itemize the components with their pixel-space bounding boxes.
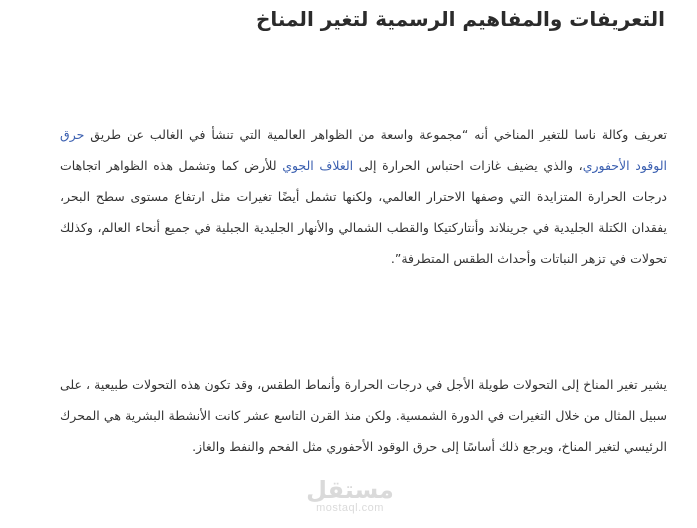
link-fossil-fuel-burning[interactable]: حرق الوقود الأحفوري xyxy=(60,127,667,173)
paragraph1-text-middle: ، والذي يضيف غازات احتباس الحرارة إلى xyxy=(353,158,583,173)
paragraph1-text-start: تعريف وكالة ناسا للتغير المناخي أنه “مجموعة واسعة من الظواهر العالمية التي تنشأ في الغالب عن طريق xyxy=(84,127,667,142)
page-title: التعريفات والمفاهيم الرسمية لتغير المناخ xyxy=(255,7,665,31)
mostaql-watermark xyxy=(300,478,400,514)
watermark-site: mostaql.com xyxy=(316,502,384,514)
paragraph-nasa-definition xyxy=(60,119,667,274)
link-atmosphere[interactable]: الغلاف الجوي xyxy=(282,158,354,173)
paragraph-climate-change-shifts: يشير تغير المناخ إلى التحولات طويلة الأجل في درجات الحرارة وأنماط الطقس، وقد تكون هذه التحولات طبيعية ، على سبيل المثال من خلال التغيرات في الدورة الشمسية. ولكن منذ القرن التاسع عشر كانت الأنشطة البشرية هي المحرك الرئيسي لتغير المناخ، ويرجع ذلك أساسًا إلى حرق الوقود الأحفوري مثل الفحم والنفط والغاز. xyxy=(60,377,667,454)
paragraph1-text-end: للأرض كما وتشمل هذه الظواهر اتجاهات درجات الحرارة المتزايدة التي وصفها الاحترار العالمي، ولكنها تشمل أيضًا تغيرات مثل ارتفاع مستوى سطح البحر، يفقدان الكتلة الجليدية في جرينلاند وأنتاركتيكا والقطب الشمالي والأنهار الجليدية الجبلية في جميع أنحاء العالم، وكذلك تحولات في تزهر النباتات وأحداث الطقس المتطرفة”. xyxy=(60,158,667,266)
watermark-logo: مستقل xyxy=(306,476,394,504)
